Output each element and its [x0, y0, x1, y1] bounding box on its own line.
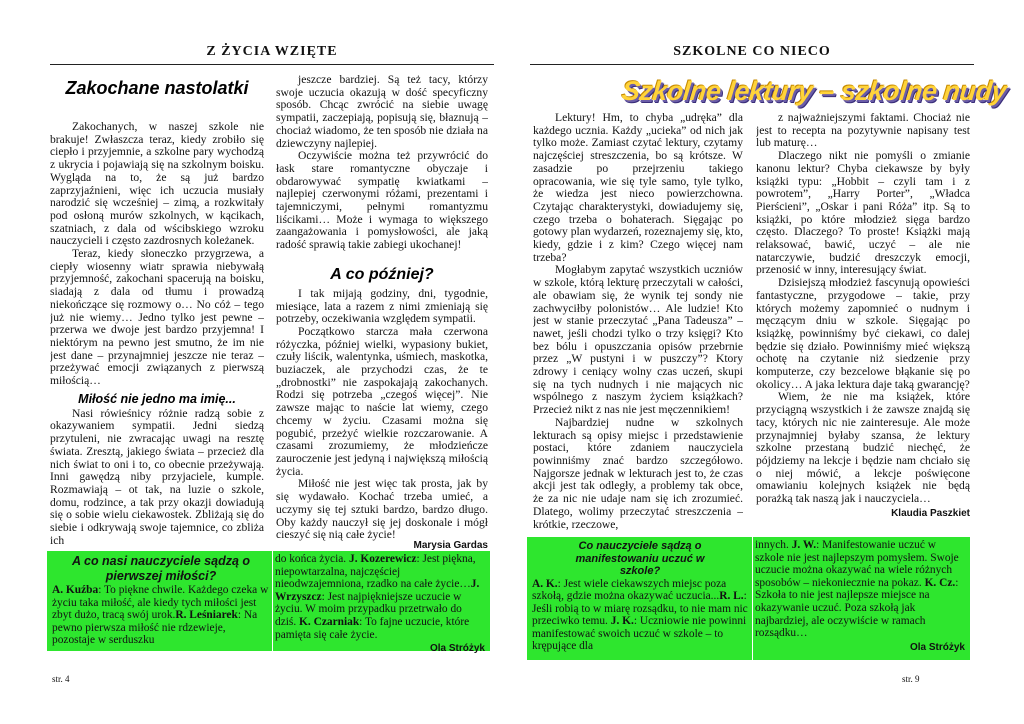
right-header-rule [530, 64, 974, 65]
paragraph: Oczywiście można też przywrócić do łask stare romantyczne obyczaje i obdarowywać sympatię kwiatkami – najlepiej czerwonymi różami, prezentami i tajemniczymi, pełnymi romantyzmu liścikami… Może i wymaga to większego zaangażowania i pomysłowości, ale jaką radość sprawią takie zabiegi ukochanej! [276, 149, 488, 252]
paragraph: Lektury! Hm, to chyba „udręka” dla każdego ucznia. Każdy „ucieka” od nich jak tylko może. Zamiast czytać lektury, czytamy najczęściej streszczenia, bo są krótsze. W zasadzie po przejrzeniu takiego opracowania, wie się tyle samo, tyle tylko, że wiedza jest nieco powierzchowna. Czytając charakterystyki, dowiadujemy się, czego trzeba o bohaterach. Sięgając po gotowy plan wydarzeń, rozeznajemy się, kto, kiedy, gdzie i z kim? Czego więcej nam trzeba? [533, 112, 743, 264]
teacher-quote: : To fajne uczucie, które pamięta się całe życie. [275, 615, 470, 641]
lektury-text-part2 [756, 112, 970, 506]
teacher-name: A. Kuźba [52, 584, 99, 596]
box-quotes-2 [275, 553, 485, 641]
paragraph: Dzisiejszą młodzież fascynują opowieści fantastyczne, przygodowe – takie, przy których możemy zapomnieć o nudnym i męczącym dniu w szkole. Sięgając po książkę, powinniśmy być ciekawi, co dalej będzie się działo. Powinniśmy mieć większą ochotę na czytanie niż siedzenie przy komputerze, czy bezcelowe błąkanie się po okolicy… A jaka lektura daje taką gwarancję? [756, 276, 970, 391]
box-quotes-1 [52, 584, 270, 647]
box2-quotes-2 [755, 539, 965, 640]
left-page-number: str. 4 [52, 674, 70, 684]
left-header-rule [50, 64, 494, 65]
teacher-name: J. W. [791, 539, 817, 551]
paragraph: Nasi rówieśnicy różnie radzą sobie z okazywaniem sympatii. Jedni siedzą przytuleni, nie zwracając uwagi na resztę świata. Zresztą, jakiego świata – przecież dla nich świat to oni i to, co obecnie przeżywają. Inni gawędzą niby przyjaciele, kumple. Rozmawiają – ot tak, na luzie o szkole, domu, rodzince, a tak przy okazji dowiadują się o sobie wielu ciekawostek. Zbliżają się do siebie i odkrywają swoje tajemnice, co zbliża ich [50, 407, 264, 547]
teacher-quote: do końca życia. [275, 553, 350, 565]
teacher-quote: : To piękne chwile. Każdego czeka w życiu taka miłość, ale kiedy tych miłości jest zbyt dużo, tracą swój urok. [52, 584, 269, 622]
teacher-quote: : Jest piękna, niepowtarzalna, najczęściej nieodwzajemniona, rzadko na całe życie… [275, 553, 476, 591]
wordart-title: Szkolne lektury – szkolne nudy [620, 76, 1008, 106]
box2-signature: Ola Stróżyk [909, 641, 965, 653]
teacher-name: J. K. [610, 615, 634, 628]
teacher-name: R. Leśniarek [175, 609, 238, 622]
article-text-part1 [50, 121, 264, 388]
left-column-2 [276, 74, 488, 551]
manifestation-opinion-box [527, 537, 970, 660]
box2-title: Co nauczyciele sądzą o manifestowaniu uczuć w szkole? [575, 540, 705, 577]
left-column-1 [50, 72, 264, 547]
quote-paragraph [275, 553, 485, 641]
article-title: Zakochane nastolatki [65, 78, 249, 98]
right-page-header: SZKOLNE CO NIECO [673, 44, 831, 59]
paragraph: jeszcze bardziej. Są też tacy, którzy swoje uczucia okazują w dość specyficzny sposób. Chcąc zwrócić na siebie uwagę sympatii, zaczepiają, popisują się, błaznują – chociaż wiadomo, że ten sposób nie działa na dziewczyny najlepiej. [276, 74, 488, 150]
paragraph: Początkowo starcza mała czerwona różyczka, później wielki, wypasiony bukiet, czuły liścik, walentynka, uśmiech, maskotka, buziaczek, ale przychodzi czas, że te „drobnostki” nie zaspokajają zakochanych. Rodzi się potrzeba „czegoś więcej”. Nie zawsze mając to naście lat wiemy, czego chcemy w życiu. Czasami można się pogubić, przeżyć wielkie rozczarowanie. A czasami zrozumiemy, że młodzieńcze zauroczenie jest jedyną i największą miłością życia. [276, 324, 488, 478]
quote-paragraph [755, 539, 965, 640]
teacher-quote: : Manifestowanie uczuć w szkole nie jest najlepszym pomysłem. Swoje uczucie można okazywać na wiele różnych sposobów – niekoniecznie na pokaz. [755, 539, 959, 589]
teacher-quote: : Jest najpiękniejsze uczucie w życiu. W moim przypadku przetrwało do dziś. [275, 590, 462, 628]
quote-paragraph [532, 578, 748, 654]
right-box-divider [752, 537, 753, 660]
paragraph: Najbardziej nudne w szkolnych lekturach są opisy miejsc i przedstawienie postaci, które zdaniem nauczyciela powinniśmy znać bardzo szczegółowo. Najgorsze jednak w lekturach jest to, że czas akcji jest tak odległy, a problemy tak obce, że za nic nie udaje nam się ich zrozumieć. Dlatego, wolimy przeczytać streszczenia – krótkie, rzeczowe, [533, 415, 743, 531]
teacher-quote: : Jeśli robią to w miarę rozsądku, to nie mam nic przeciwko temu. [532, 590, 748, 628]
right-column-2 [756, 112, 970, 532]
right-column-1 [533, 112, 743, 532]
paragraph: Dlaczego nikt nie pomyśli o zmianie kanonu lektur? Chyba ciekawsze by były książki typu: „Hobbit – czyli tam i z powrotem”, „Harry Porter”, „Władca Pierścieni”, „Oskar i pani Róża” itp. Są to książki, po które młodzież sięga bardzo często. Dlaczego? To proste! Książki mają relaksować, bawić, uczyć – ale nie natarczywie, budzić dreszczyk emocji, przenosić w inny, interesujący świat. [756, 149, 970, 277]
teacher-quote: : Uczniowie nie powinni manifestować swoich uczuć w szkole – to krępujące dla [532, 615, 747, 653]
teacher-quote: : Jest wiele ciekawszych miejsc poza szkołą, gdzie można okazywać uczucia... [532, 577, 727, 603]
right-page-number: str. 9 [902, 674, 920, 684]
paragraph: Teraz, kiedy słoneczko przygrzewa, a ciepły wiosenny wiatr sprawia niebywałą przyjemność, zakochani spacerują na boisku, siadają z dala od tłumu i prowadzą niekończące się rozmowy o… No cóż – tego już nie wiemy… Jedno tylko jest pewne – przerwa we dwoje jest bardzo przyjemna! I niektórym na pewno jest smutno, że im nie jest dane – przynajmniej jeszcze nie teraz – przeżywać emocji związanych z pierwszą miłością… [50, 247, 264, 388]
teachers-opinion-box [47, 551, 490, 655]
teacher-quote: innych. [755, 539, 792, 551]
lektury-text-part1 [533, 112, 743, 531]
article-text-part2 [50, 408, 264, 548]
box2-quotes-1 [532, 578, 748, 654]
paragraph: Mogłabym zapytać wszystkich uczniów w szkole, którą lekturę przeczytali w całości, ale obawiam się, że wynik tej sondy nie zachwyciłby polonistów… Ale ludzie! Kto jest w stanie przeczytać „Pana Tadeusza” – nawet, jeśli chodzi tylko o trzy księgi? Kto bez bólu i opuszczania opisów przebrnie przez „W pustyni i w puszczy”? Ktory zdrowy i ceniący wolny czas uczeń, skupi się na tych nudnych i nie mających nic wspólnego z naszym życiem książkach? Przecież nikt z nas nie jest męczennikiem! [533, 263, 743, 417]
teacher-name: K. Cz. [924, 576, 956, 589]
lektury-signature: Klaudia Paszkiet [891, 507, 970, 519]
teacher-name: A. K. [532, 577, 558, 590]
left-box-divider [272, 551, 273, 651]
teacher-name: R. L. [719, 590, 744, 603]
paragraph: Wiem, że nie ma książek, które przyciągną wszystkich i że zawsze znajdą się tacy, których nic nie zainteresuje. Ale może przynajmniej byłaby szansa, że lektury szkolne przestaną budzić niechęć, że pójdziemy na lekcje i będzie nam chciało się o niej mówić, a lekcje poświęcone omawianiu kolejnych książek nie będą porażką tak naszą jak i nauczyciela… [756, 390, 970, 506]
left-page-header: Z ŻYCIA WZIĘTE [206, 44, 338, 59]
teacher-quote: : Szkoła to nie jest najlepsze miejsce na okazywanie uczuć. Poza szkołą jak najbardziej, ale oczywiście w ramach rozsądku… [755, 576, 959, 640]
article-text-part4 [276, 288, 488, 542]
paragraph: z najważniejszymi faktami. Chociaż nie jest to recepta na pozytywnie napisany test lub maturę… [756, 112, 970, 150]
teacher-name: J. Kozerewicz [349, 553, 417, 565]
box2-column-1 [532, 540, 748, 653]
box-column-1 [52, 554, 270, 647]
article-text-part3 [276, 74, 488, 252]
paragraph: Miłość nie jest więc tak prosta, jak by się wydawało. Kochać trzeba umieć, a uczymy się tej sztuki bardzo, bardzo długo. Oby każdy nauczył się jej doskonale i mógł cieszyć się nią całe życie! [276, 477, 488, 542]
subtitle-love-names: Miłość nie jedno ma imię... [78, 391, 236, 406]
teacher-name: J. Wrzyszcz [275, 578, 480, 603]
box-signature: Ola Stróżyk [429, 643, 485, 655]
teacher-quote: : Na pewno pierwsza miłość nie rdzewieje, pozostaje w serduszku [52, 609, 258, 647]
box2-column-2 [755, 539, 965, 653]
paragraph: Zakochanych, w naszej szkole nie brakuje! Zwłaszcza teraz, kiedy zrobiło się ciepło i przyjemnie, a szkolne pary wychodzą z ukrycia i pojawiają się na szkolnym boisku. Wygląda na to, że są już bardzo zaprzyjaźnieni, więc ich uczucia musiały narodzić się wcześniej – zimą, a rozkwitały pod osłoną murów szkolnych, w kącikach, szatniach, z dala od wścibskiego wzroku nauczycieli i często zazdrosnych koleżanek. [50, 121, 264, 248]
box-column-2 [275, 553, 485, 654]
paragraph: I tak mijają godziny, dni, tygodnie, miesiące, lata a razem z nimi zmieniają się potrzeby, oczekiwania względem sympatii. [276, 287, 488, 326]
article-signature: Marysia Gardas [413, 539, 488, 551]
subtitle-later: A co później? [330, 265, 434, 283]
box-title: A co nasi nauczyciele sądzą o pierwszej miłości? [71, 554, 251, 583]
quote-paragraph [52, 584, 270, 647]
teacher-name: K. Czarniak [299, 615, 360, 628]
